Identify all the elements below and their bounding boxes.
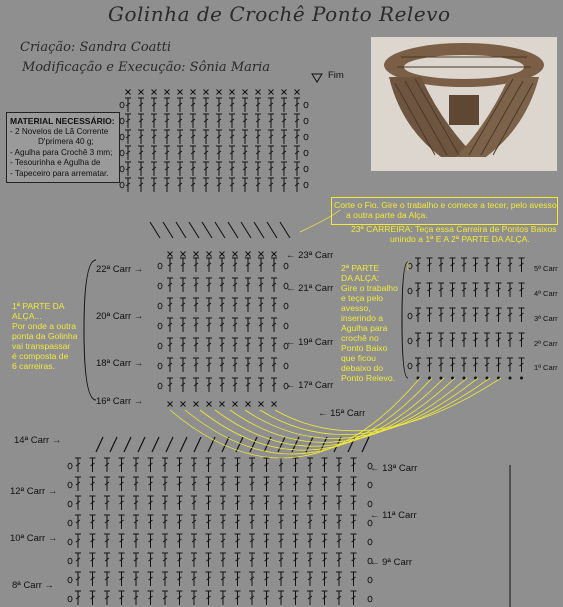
- row-label-left: 22ª Carr →: [96, 264, 144, 275]
- chain-stitch: [284, 263, 288, 269]
- part1-line: Por onde a outra: [12, 321, 77, 331]
- part2-line: Gire o trabalho: [341, 283, 398, 293]
- chain-stitch: [304, 118, 308, 124]
- page-title: Golinha de Crochê Ponto Relevo: [108, 2, 451, 26]
- scarf-photo: [371, 37, 557, 171]
- small-row-label: 3ª Carr: [534, 314, 558, 323]
- chain-stitch: [120, 166, 124, 172]
- part2-line: debaixo do: [341, 363, 384, 373]
- chain-stitch: [68, 539, 72, 545]
- connector-lines: [170, 210, 501, 458]
- material-line: - 2 Novelos de Lã Corrente: [10, 126, 109, 136]
- chain-stitch: [158, 303, 162, 309]
- material-line: - Tapeceiro para arrematar.: [10, 168, 109, 178]
- part2-line: crochê no: [341, 333, 379, 343]
- chain-stitch: [304, 150, 308, 156]
- chain-stitch: [68, 463, 72, 469]
- part2-line: 2ª PARTE: [341, 263, 380, 273]
- modification-credit: Modificação e Execução: Sônia Maria: [22, 60, 271, 75]
- chain-stitch: [304, 166, 308, 172]
- chain-stitch: [68, 501, 72, 507]
- chain-stitch: [158, 343, 162, 349]
- part1-line: 6 carreiras.: [12, 361, 55, 371]
- row-label-left: 14ª Carr →: [14, 435, 62, 446]
- chain-stitch: [158, 383, 162, 389]
- material-line: - Agulha para Crochê 3 mm;: [10, 147, 113, 157]
- chain-stitch: [120, 150, 124, 156]
- chain-stitch: [68, 596, 72, 602]
- chain-stitch: [68, 520, 72, 526]
- chain-stitch: [304, 134, 308, 140]
- chain-stitch: [408, 363, 412, 369]
- part1-line: 1ª PARTE DA: [12, 301, 65, 311]
- part1-note: [12, 301, 77, 371]
- row-label-right: ← 11ª Carr: [370, 510, 417, 521]
- chain-stitch: [368, 539, 372, 545]
- material-line: - Tesourinha e Agulha de: [10, 158, 101, 167]
- row-label-right: ← 15ª Carr: [318, 408, 366, 419]
- row23-note-line: unindo a 1ª E A 2ª PARTE DA ALÇA.: [390, 234, 530, 244]
- row-label-right: ← 21ª Carr: [286, 283, 334, 294]
- row-label-right: ← 17ª Carr: [286, 380, 334, 391]
- row-label-left: 20ª Carr →: [96, 311, 144, 322]
- small-row-label: 4ª Carr: [534, 289, 558, 298]
- part2-line: Agulha para: [341, 323, 388, 333]
- chain-stitch: [368, 501, 372, 507]
- cut-note-line: a outra parte da Alça.: [346, 210, 428, 220]
- chain-stitch: [158, 363, 162, 369]
- material-box: [6, 112, 120, 183]
- chain-stitch: [120, 102, 124, 108]
- chain-stitch: [68, 577, 72, 583]
- part2-line: Ponto Baixo: [341, 343, 388, 353]
- fim-label: Fim: [328, 70, 344, 81]
- row-label-right: ← 13ª Carr: [370, 463, 418, 474]
- part2-note: [341, 263, 398, 383]
- small-row-label: 1ª Carr: [534, 363, 558, 372]
- chain-stitch: [120, 134, 124, 140]
- row-label-right: ← 23ª Carr: [286, 250, 334, 261]
- row-label-left: 10ª Carr →: [10, 533, 58, 544]
- chain-stitch: [158, 283, 162, 289]
- chain-stitch: [284, 363, 288, 369]
- part2-line: que ficou: [341, 353, 376, 363]
- chain-stitch: [68, 482, 72, 488]
- chain-stitch: [120, 182, 124, 188]
- chain-stitch: [368, 482, 372, 488]
- part1-line: vai transpassar: [12, 341, 71, 351]
- chain-stitch: [284, 303, 288, 309]
- chain-stitch: [284, 323, 288, 329]
- part2-line: inserindo a: [341, 313, 384, 323]
- small-row-label: 2ª Carr: [534, 339, 558, 348]
- row-label-right: ← 19ª Carr: [286, 337, 334, 348]
- part1-line: ALÇA...: [12, 311, 42, 321]
- row-label-left: 12ª Carr →: [10, 486, 58, 497]
- chain-stitch: [304, 182, 308, 188]
- chain-stitch: [120, 118, 124, 124]
- part2-line: Ponto Relevo.: [341, 373, 395, 383]
- cut-note-line: Corte o Fio. Gire o trabalho e comece a tecer, pelo avesso,: [334, 200, 559, 210]
- chain-stitch: [68, 558, 72, 564]
- chain-stitch: [368, 596, 372, 602]
- part1-line: ponta da Golinha: [12, 331, 78, 341]
- part2-line: e teça pelo: [341, 293, 384, 303]
- chain-stitch: [408, 288, 412, 294]
- chain-stitch: [368, 577, 372, 583]
- chain-stitch: [158, 263, 162, 269]
- creation-credit: Criação: Sandra Coatti: [20, 40, 172, 55]
- material-heading: MATERIAL NECESSÁRIO:: [10, 116, 115, 126]
- chain-stitch: [408, 313, 412, 319]
- row-label-left: 16ª Carr →: [96, 396, 144, 407]
- material-line: D'primera 40 g;: [38, 137, 94, 146]
- row23-note-line: 23ª CARREIRA: Teça essa Carreira de Pontos Baixos: [351, 224, 557, 234]
- part2-line: DA ALÇA:: [341, 273, 380, 283]
- chain-stitch: [408, 338, 412, 344]
- chain-stitch: [304, 102, 308, 108]
- row-label-left: 8ª Carr →: [12, 580, 55, 591]
- chain-stitch: [408, 263, 412, 269]
- part1-line: é composta de: [12, 351, 69, 361]
- small-row-label: 5ª Carr: [534, 264, 558, 273]
- chain-stitch: [158, 323, 162, 329]
- row-label-right: ← 9ª Carr: [370, 557, 413, 568]
- part2-line: avesso,: [341, 303, 371, 313]
- chain-stitch: [368, 520, 372, 526]
- row-label-left: 18ª Carr →: [96, 358, 144, 369]
